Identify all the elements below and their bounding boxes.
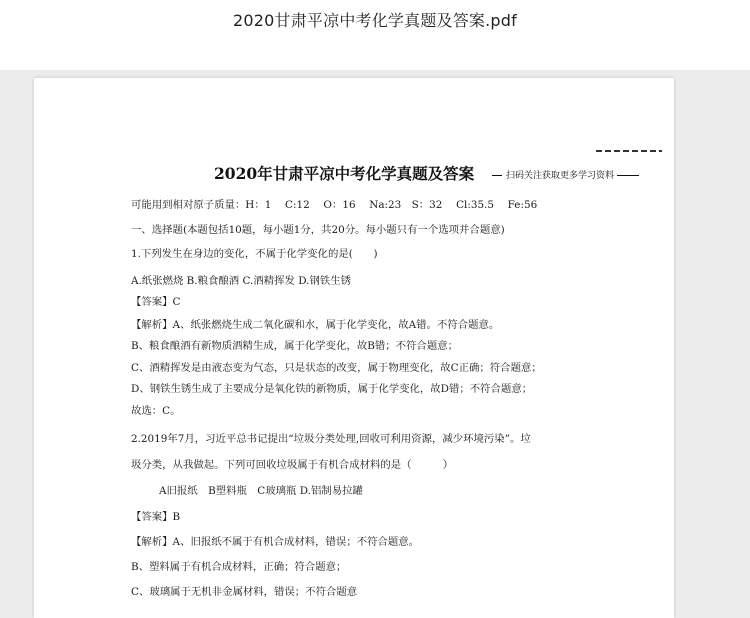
promo-dash-left [492, 175, 502, 176]
section-heading: 一、选择题(本题包括10题，每小题1分，共20分。每小题只有一个选项并合题意) [131, 224, 505, 236]
atomic-mass-line: 可能用到相对原子质量：H：1 C:12 O：16 Na:23 S：32 Cl:35.5 Fe:56 [131, 199, 538, 211]
answer-1: 【答案】C [131, 296, 181, 308]
question-1-options: A.纸张燃烧 B.粮食酿酒 C.酒精挥发 D.钢铁生锈 [131, 275, 352, 287]
answer-2: 【答案】B [131, 511, 181, 523]
promo-dash-right [617, 175, 639, 176]
viewer-toolbar [0, 0, 750, 70]
analysis-2-a: 【解析】A、旧报纸不属于有机合成材料，错误；不符合题意。 [131, 536, 420, 548]
analysis-2-c: C、玻璃属于无机非金属材料，错误；不符合题意 [131, 586, 358, 598]
question-2-line-1: 2.2019年7月，习近平总书记提出“垃圾分类处理,回收可利用资源，减少环境污染”。垃 [131, 433, 531, 445]
corner-mark [596, 150, 662, 152]
analysis-1-a: 【解析】A、纸张燃烧生成二氧化碳和水，属于化学变化，故A错。不符合题意。 [131, 319, 500, 331]
analysis-1-d: D、钢铁生锈生成了主要成分是氧化铁的新物质，属于化学变化，故D错；不符合题意； [131, 383, 533, 395]
document-title: 2020年甘肃平凉中考化学真题及答案 [214, 164, 475, 183]
promo-text: 扫码关注获取更多学习资料 [506, 171, 615, 181]
file-title: 2020甘肃平凉中考化学真题及答案.pdf [233, 11, 517, 30]
analysis-1-b: B、粮食酿酒有新物质酒精生成，属于化学变化，故B错；不符合题意； [131, 340, 458, 352]
promo-banner [492, 168, 639, 181]
question-2-line-2: 圾分类，从我做起。下列可回收垃圾属于有机合成材料的是（ ） [131, 459, 454, 471]
analysis-1-c: C、酒精挥发是由液态变为气态，只是状态的改变，属于物理变化，故C正确；符合题意； [131, 362, 542, 374]
pdf-page[interactable] [34, 78, 674, 618]
analysis-2-b: B、塑料属于有机合成材料，正确；符合题意； [131, 561, 347, 573]
conclusion-1: 故选：C。 [131, 405, 181, 417]
question-2-options: A旧报纸 B塑料瓶 C玻璃瓶 D.铝制易拉罐 [159, 485, 363, 497]
question-1: 1.下列发生在身边的变化，不属于化学变化的是( ) [131, 248, 378, 260]
